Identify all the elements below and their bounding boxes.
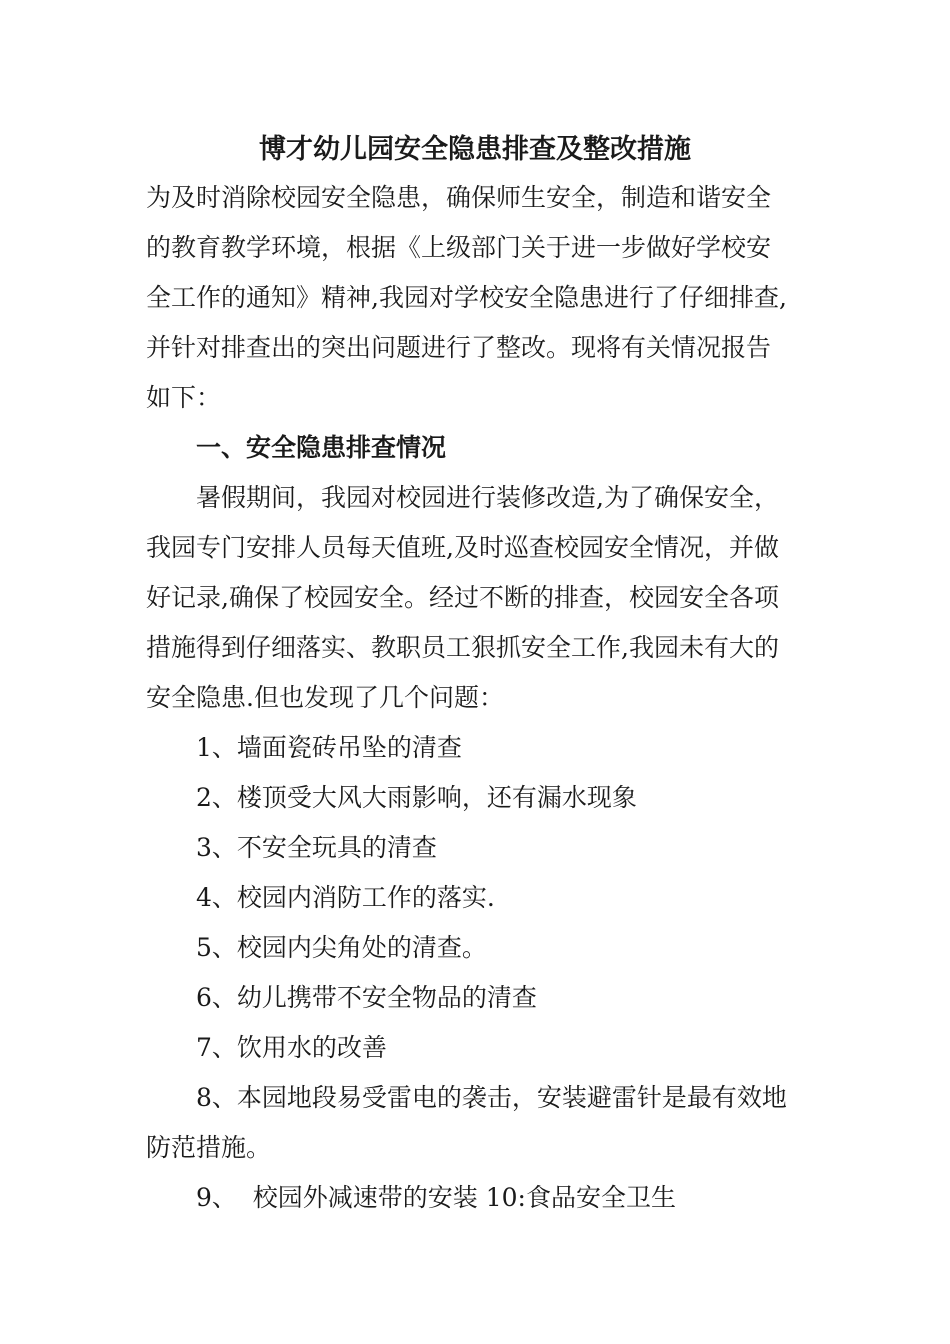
intro-line: 全工作的通知》精神,我园对学校安全隐患进行了仔细排查, (146, 283, 787, 312)
list-item: 3、不安全玩具的清查 (196, 833, 437, 862)
list-item: 4、校园内消防工作的落实. (196, 883, 495, 912)
list-item: 9、 校园外减速带的安装 10:食品安全卫生 (196, 1183, 676, 1212)
list-item: 7、饮用水的改善 (196, 1033, 387, 1062)
paragraph-line: 好记录,确保了校园安全。经过不断的排查，校园安全各项 (146, 583, 779, 612)
intro-line: 并针对排查出的突出问题进行了整改。现将有关情况报告 (146, 333, 772, 362)
intro-line: 的教育教学环境，根据《上级部门关于进一步做好学校安 (146, 233, 772, 262)
document-title: 博才幼儿园安全隐患排查及整改措施 (259, 134, 691, 165)
paragraph-line: 我园专门安排人员每天值班,及时巡查校园安全情况，并做 (146, 533, 779, 562)
intro-line: 为及时消除校园安全隐患，确保师生安全，制造和谐安全 (146, 183, 772, 212)
section-heading: 一、安全隐患排查情况 (196, 433, 447, 462)
paragraph-line: 安全隐患.但也发现了几个问题： (146, 683, 504, 712)
list-item: 6、幼儿携带不安全物品的清查 (196, 983, 537, 1012)
list-item: 8、本园地段易受雷电的袭击，安装避雷针是最有效地 (196, 1083, 787, 1112)
intro-line: 如下： (146, 383, 222, 412)
paragraph-line: 措施得到仔细落实、教职员工狠抓安全工作,我园未有大的 (146, 633, 779, 662)
list-item: 5、校园内尖角处的清查。 (196, 933, 487, 962)
list-item-continuation: 防范措施。 (146, 1133, 272, 1162)
list-item: 1、墙面瓷砖吊坠的清查 (196, 733, 462, 762)
list-item: 2、楼顶受大风大雨影响，还有漏水现象 (196, 783, 637, 812)
paragraph-line: 暑假期间，我园对校园进行装修改造,为了确保安全， (196, 483, 779, 512)
